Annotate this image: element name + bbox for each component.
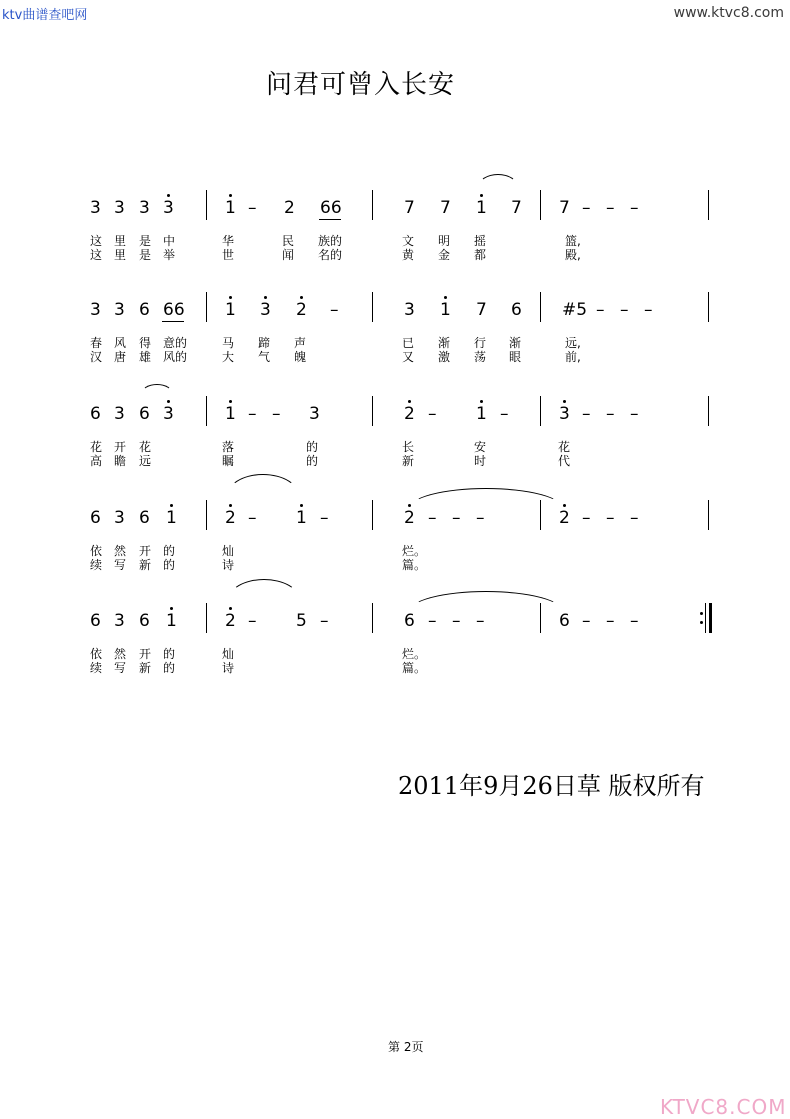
lyric: 名的 <box>318 248 343 262</box>
lyric: 荡 <box>474 350 487 364</box>
site-name-left: ktv曲谱查吧网 <box>2 8 88 23</box>
lyric: 烂。 <box>402 647 427 661</box>
slur <box>141 384 173 394</box>
lyric: 依 <box>90 544 103 558</box>
lyric: 新 <box>139 661 152 675</box>
lyric: 里 <box>114 248 127 262</box>
note: 3 <box>163 404 174 424</box>
lyric: 都 <box>474 248 487 262</box>
high-octave-dot <box>229 194 232 197</box>
note: 3 <box>163 198 174 218</box>
lyric: 渐 <box>438 336 451 350</box>
score-system-4 <box>0 500 790 590</box>
lyric: 的 <box>163 544 176 558</box>
barline <box>206 292 207 322</box>
lyric: 的 <box>306 454 319 468</box>
lyric: 魄 <box>294 350 307 364</box>
lyric: 写 <box>114 558 127 572</box>
lyric: 又 <box>402 350 415 364</box>
dash: – <box>606 611 615 631</box>
lyric: 花 <box>139 440 152 454</box>
dash: – <box>248 198 257 218</box>
lyric: 的 <box>163 661 176 675</box>
note: 1 <box>225 404 236 424</box>
lyric: 春 <box>90 336 103 350</box>
note: 1 <box>166 508 177 528</box>
lyric: 举 <box>163 248 176 262</box>
dash: – <box>248 404 257 424</box>
lyric: 写 <box>114 661 127 675</box>
note: 6 <box>90 611 101 631</box>
lyric: 续 <box>90 661 103 675</box>
note: 3 <box>114 508 125 528</box>
note: 3 <box>114 611 125 631</box>
lyric: 明 <box>438 234 451 248</box>
lyric: 风 <box>114 336 127 350</box>
lyric: 中 <box>163 234 176 248</box>
barline <box>372 500 373 530</box>
dash: – <box>582 198 591 218</box>
lyric: 声 <box>294 336 307 350</box>
note: 6 <box>139 404 150 424</box>
note: 6 <box>139 508 150 528</box>
lyric: 已 <box>402 336 415 350</box>
lyric: 然 <box>114 647 127 661</box>
eighth-underline <box>319 219 341 220</box>
note: 1 <box>225 300 236 320</box>
dash: – <box>630 404 639 424</box>
lyric: 汉 <box>90 350 103 364</box>
score-system-5 <box>0 603 790 693</box>
high-octave-dot <box>408 400 411 403</box>
dash: – <box>330 300 339 320</box>
note: 3 <box>114 404 125 424</box>
dash: – <box>606 404 615 424</box>
dash: – <box>452 611 461 631</box>
lyric: 依 <box>90 647 103 661</box>
site-url-right: www.ktvc8.com <box>673 5 784 21</box>
barline <box>206 500 207 530</box>
note: 7 <box>440 198 451 218</box>
lyric: 蹄 <box>258 336 271 350</box>
lyric: 马 <box>222 336 235 350</box>
eighth-underline <box>162 321 184 322</box>
lyric: 前, <box>565 350 581 364</box>
barline <box>708 396 709 426</box>
lyric: 这 <box>90 248 103 262</box>
dash: – <box>476 508 485 528</box>
lyric: 花 <box>90 440 103 454</box>
lyric: 篇。 <box>402 558 427 572</box>
lyric: 唐 <box>114 350 127 364</box>
lyric: 然 <box>114 544 127 558</box>
note: 3 <box>309 404 320 424</box>
lyric: 安 <box>474 440 487 454</box>
score-system-3 <box>0 396 790 486</box>
lyric: 落 <box>222 440 235 454</box>
lyric: 殿, <box>565 248 581 262</box>
high-octave-dot <box>229 607 232 610</box>
dash: – <box>428 508 437 528</box>
high-octave-dot <box>229 400 232 403</box>
lyric: 远, <box>565 336 581 350</box>
note: 3 <box>114 300 125 320</box>
high-octave-dot <box>563 504 566 507</box>
barline <box>206 396 207 426</box>
lyric: 的 <box>163 647 176 661</box>
dash: – <box>582 508 591 528</box>
high-octave-dot <box>480 400 483 403</box>
dash: – <box>476 611 485 631</box>
note: 66 <box>163 300 185 320</box>
repeat-end-barline <box>702 603 714 633</box>
note: 6 <box>90 404 101 424</box>
note: 2 <box>296 300 307 320</box>
dash: – <box>582 404 591 424</box>
barline <box>540 292 541 322</box>
note: 1 <box>476 198 487 218</box>
note: 2 <box>404 508 415 528</box>
composition-date-copyright: 2011年9月26日草 版权所有 <box>398 772 705 800</box>
barline <box>540 396 541 426</box>
high-octave-dot <box>563 400 566 403</box>
dash: – <box>630 198 639 218</box>
note: 6 <box>511 300 522 320</box>
dash: – <box>428 404 437 424</box>
barline <box>708 190 709 220</box>
high-octave-dot <box>229 296 232 299</box>
note: 2 <box>559 508 570 528</box>
barline <box>372 603 373 633</box>
dash: – <box>606 508 615 528</box>
lyric: 得 <box>139 336 152 350</box>
barline <box>708 500 709 530</box>
note: 7 <box>404 198 415 218</box>
note: 2 <box>284 198 295 218</box>
dash: – <box>606 198 615 218</box>
lyric: 闻 <box>282 248 295 262</box>
barline <box>372 396 373 426</box>
note: 1 <box>225 198 236 218</box>
lyric: 的 <box>163 558 176 572</box>
note: 7 <box>511 198 522 218</box>
high-octave-dot <box>167 400 170 403</box>
lyric: 诗 <box>222 558 235 572</box>
lyric: 代 <box>558 454 571 468</box>
lyric: 开 <box>139 647 152 661</box>
note: 2 <box>225 508 236 528</box>
lyric: 花 <box>558 440 571 454</box>
note: 3 <box>139 198 150 218</box>
note: 6 <box>139 300 150 320</box>
lyric: 气 <box>258 350 271 364</box>
note: 2 <box>225 611 236 631</box>
lyric: 风的 <box>163 350 188 364</box>
lyric: 民 <box>282 234 295 248</box>
barline <box>372 190 373 220</box>
lyric: 文 <box>402 234 415 248</box>
barline <box>206 603 207 633</box>
note: 1 <box>476 404 487 424</box>
lyric: 是 <box>139 234 152 248</box>
high-octave-dot <box>170 504 173 507</box>
dash: – <box>248 611 257 631</box>
dash: – <box>630 508 639 528</box>
high-octave-dot <box>229 504 232 507</box>
high-octave-dot <box>408 504 411 507</box>
dash: – <box>428 611 437 631</box>
note: 7 <box>559 198 570 218</box>
note: #5 <box>562 300 588 320</box>
lyric: 是 <box>139 248 152 262</box>
note: 5 <box>296 611 307 631</box>
lyric: 黄 <box>402 248 415 262</box>
note: 1 <box>166 611 177 631</box>
high-octave-dot <box>170 607 173 610</box>
slur <box>408 488 564 509</box>
lyric: 瞩 <box>222 454 235 468</box>
dash: – <box>320 508 329 528</box>
note: 6 <box>404 611 415 631</box>
note: 66 <box>320 198 342 218</box>
note: 6 <box>559 611 570 631</box>
dash: – <box>644 300 653 320</box>
lyric: 意的 <box>163 336 188 350</box>
lyric: 渐 <box>509 336 522 350</box>
dash: – <box>248 508 257 528</box>
high-octave-dot <box>300 504 303 507</box>
lyric: 新 <box>402 454 415 468</box>
lyric: 烂。 <box>402 544 427 558</box>
dash: – <box>596 300 605 320</box>
lyric: 时 <box>474 454 487 468</box>
note: 3 <box>114 198 125 218</box>
note: 7 <box>476 300 487 320</box>
note: 3 <box>260 300 271 320</box>
lyric: 大 <box>222 350 235 364</box>
lyric: 开 <box>114 440 127 454</box>
high-octave-dot <box>264 296 267 299</box>
barline <box>708 292 709 322</box>
note: 1 <box>296 508 307 528</box>
note: 3 <box>559 404 570 424</box>
lyric: 族的 <box>318 234 343 248</box>
lyric: 篮, <box>565 234 581 248</box>
dash: – <box>500 404 509 424</box>
high-octave-dot <box>444 296 447 299</box>
dash: – <box>620 300 629 320</box>
dash: – <box>272 404 281 424</box>
slur <box>478 174 518 187</box>
lyric: 新 <box>139 558 152 572</box>
lyric: 续 <box>90 558 103 572</box>
note: 3 <box>90 300 101 320</box>
barline <box>540 190 541 220</box>
high-octave-dot <box>167 194 170 197</box>
lyric: 行 <box>474 336 487 350</box>
lyric: 诗 <box>222 661 235 675</box>
note: 6 <box>139 611 150 631</box>
lyric: 雄 <box>139 350 152 364</box>
score-system-1 <box>0 190 790 280</box>
barline <box>372 292 373 322</box>
dash: – <box>630 611 639 631</box>
high-octave-dot <box>300 296 303 299</box>
lyric: 灿 <box>222 544 235 558</box>
score-system-2 <box>0 292 790 382</box>
page-number: 第 2页 <box>388 1040 424 1054</box>
lyric: 里 <box>114 234 127 248</box>
slur <box>408 591 564 612</box>
note: 2 <box>404 404 415 424</box>
dash: – <box>452 508 461 528</box>
lyric: 激 <box>438 350 451 364</box>
lyric: 摇 <box>474 234 487 248</box>
high-octave-dot <box>480 194 483 197</box>
note: 1 <box>440 300 451 320</box>
lyric: 灿 <box>222 647 235 661</box>
note: 3 <box>404 300 415 320</box>
note: 6 <box>90 508 101 528</box>
lyric: 开 <box>139 544 152 558</box>
lyric: 世 <box>222 248 235 262</box>
lyric: 瞻 <box>114 454 127 468</box>
lyric: 金 <box>438 248 451 262</box>
lyric: 高 <box>90 454 103 468</box>
song-title: 问君可曾入长安 <box>266 70 456 100</box>
lyric: 的 <box>306 440 319 454</box>
lyric: 远 <box>139 454 152 468</box>
lyric: 眼 <box>509 350 522 364</box>
lyric: 篇。 <box>402 661 427 675</box>
lyric: 这 <box>90 234 103 248</box>
dash: – <box>582 611 591 631</box>
dash: – <box>320 611 329 631</box>
lyric: 长 <box>402 440 415 454</box>
note: 3 <box>90 198 101 218</box>
barline <box>206 190 207 220</box>
lyric: 华 <box>222 234 235 248</box>
site-logo-watermark: KTVC8.COM <box>660 1095 787 1119</box>
